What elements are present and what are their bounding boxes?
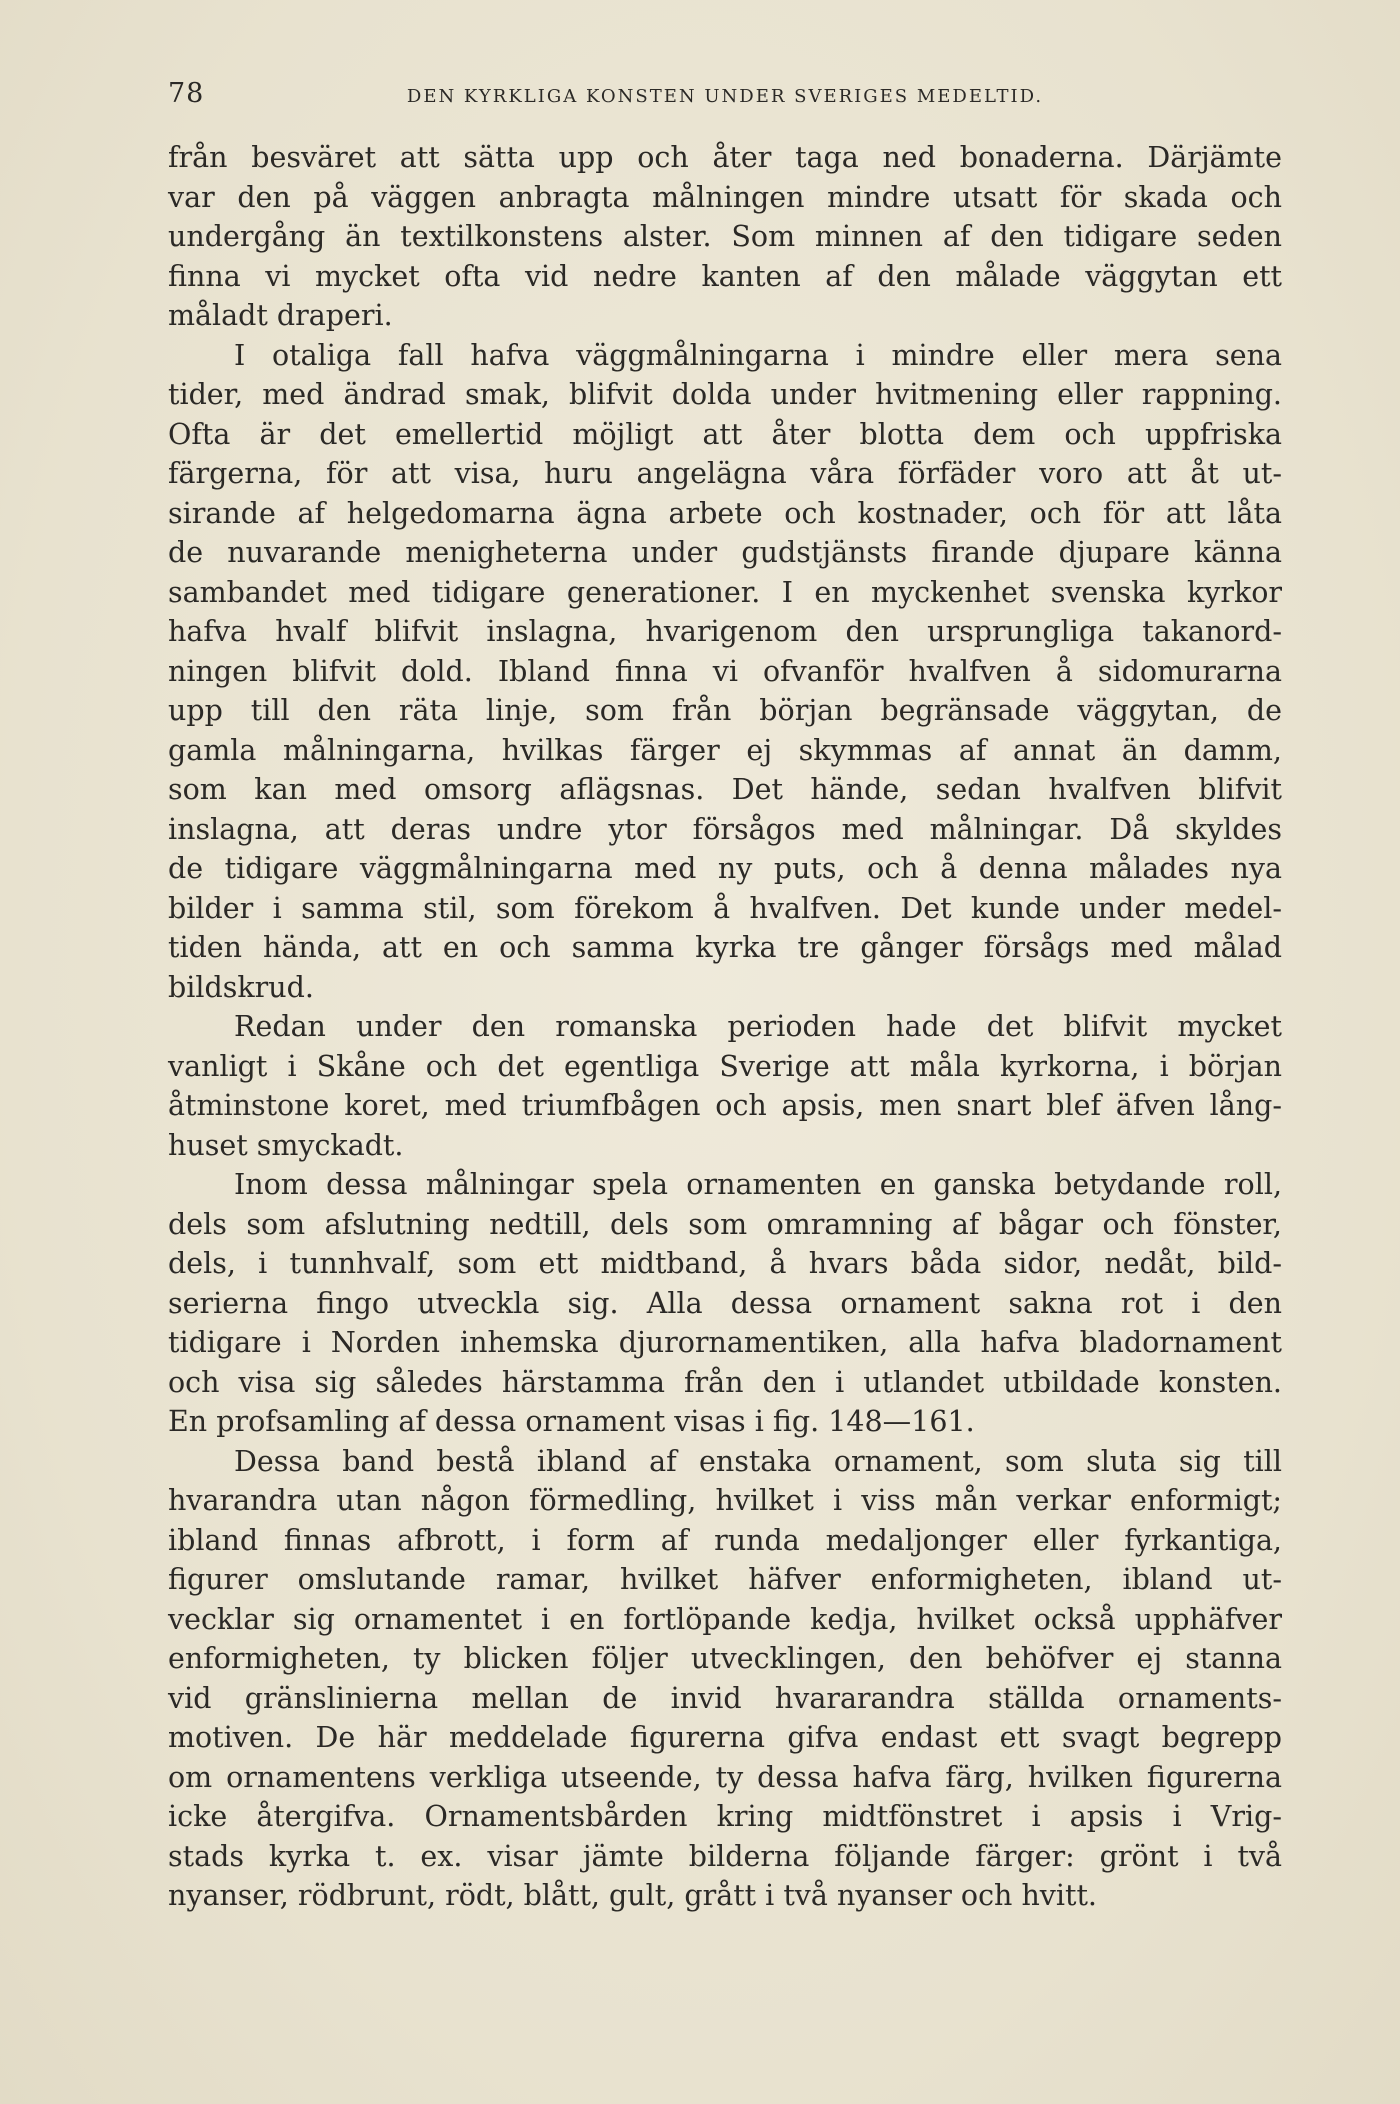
text-line: inslagna, att deras undre ytor försågos med målningar. Då skyldes xyxy=(168,812,1282,846)
text-line: hvarandra utan någon förmedling, hvilket i viss mån verkar enformigt; xyxy=(168,1484,1282,1517)
text-line: enformigheten, ty blicken följer utvecklingen, den behöfver ej stanna xyxy=(168,1642,1282,1675)
text-line: Redan under den romanska perioden hade det blifvit mycket xyxy=(234,1010,1282,1043)
text-line: I otaliga fall hafva väggmålningarna i mindre eller mera sena xyxy=(234,338,1282,372)
text-line: ningen blifvit dold. Ibland finna vi ofvanför hvalfven å sidomurarna xyxy=(168,654,1282,688)
text-line: vecklar sig ornamentet i en fortlöpande kedja, hvilket också upphäfver xyxy=(168,1602,1282,1636)
text-line: Inom dessa målningar spela ornamenten en ganska betydande roll, xyxy=(234,1168,1282,1201)
body-text xyxy=(168,138,1282,1916)
text-line: vid gränslinierna mellan de invid hvararandra ställda ornaments- xyxy=(168,1681,1282,1715)
text-line: bildskrud. xyxy=(168,970,314,1004)
text-line: tidigare i Norden inhemska djurornamentiken, alla hafva bladornament xyxy=(168,1326,1282,1359)
text-line: var den på väggen anbragta målningen mindre utsatt för skada och xyxy=(168,180,1282,214)
text-line: motiven. De här meddelade figurerna gifva endast ett svagt begrepp xyxy=(168,1721,1282,1754)
text-line: om ornamentens verkliga utseende, ty dessa hafva färg, hvilken figurerna xyxy=(168,1760,1282,1794)
text-line: stads kyrka t. ex. visar jämte bilderna följande färger: grönt i två xyxy=(168,1839,1282,1873)
text-line: sirande af helgedomarna ägna arbete och kostnader, och för att låta xyxy=(168,496,1282,530)
text-line: ibland finnas afbrott, i form af runda medaljonger eller fyrkantiga, xyxy=(168,1523,1282,1557)
text-line: serierna fingo utveckla sig. Alla dessa ornament sakna rot i den xyxy=(168,1286,1282,1320)
text-line: åtminstone koret, med triumfbågen och apsis, men snart blef äfven lång- xyxy=(168,1089,1282,1122)
text-line: från besväret att sätta upp och åter taga ned bonaderna. Därjämte xyxy=(168,141,1282,174)
text-line: måladt draperi. xyxy=(168,299,393,332)
text-line: tider, med ändrad smak, blifvit dolda under hvitmening eller rappning. xyxy=(168,378,1282,411)
text-line: undergång än textilkonstens alster. Som minnen af den tidigare seden xyxy=(168,220,1282,253)
text-line: upp till den räta linje, som från början begränsade väggytan, de xyxy=(168,694,1282,727)
text-line: Dessa band bestå ibland af enstaka ornament, som sluta sig till xyxy=(234,1444,1282,1478)
text-line: färgerna, för att visa, huru angelägna våra förfäder voro att åt ut- xyxy=(168,457,1282,490)
text-line: tiden hända, att en och samma kyrka tre gånger försågs med målad xyxy=(168,931,1282,964)
text-line: figurer omslutande ramar, hvilket häfver enformigheten, ibland ut- xyxy=(168,1563,1282,1596)
text-line: vanligt i Skåne och det egentliga Sverige att måla kyrkorna, i början xyxy=(168,1049,1282,1083)
text-line: sambandet med tidigare generationer. I en myckenhet svenska kyrkor xyxy=(168,575,1282,609)
text-line: hafva hvalf blifvit inslagna, hvarigenom den ursprungliga takanord- xyxy=(168,615,1282,648)
page-number: 78 xyxy=(168,78,205,109)
text-line: gamla målningarna, hvilkas färger ej skymmas af annat än damm, xyxy=(168,733,1282,767)
text-line: dels som afslutning nedtill, dels som omramning af bågar och fönster, xyxy=(168,1207,1282,1241)
text-line: Ofta är det emellertid möjligt att åter blotta dem och uppfriska xyxy=(168,417,1282,451)
text-line: icke återgifva. Ornamentsbården kring midtfönstret i apsis i Vrig- xyxy=(168,1800,1282,1833)
text-line: huset smyckadt. xyxy=(168,1128,404,1162)
text-line: En profsamling af dessa ornament visas i fig. 148—161. xyxy=(168,1405,975,1438)
page-header xyxy=(168,78,1282,114)
text-line: de nuvarande menigheterna under gudstjänsts firande djupare känna xyxy=(168,536,1282,569)
text-line: och visa sig således härstamma från den i utlandet utbildade konsten. xyxy=(168,1365,1282,1399)
text-line: nyanser, rödbrunt, rödt, blått, gult, grått i två nyanser och hvitt. xyxy=(168,1879,1097,1912)
text-line: som kan med omsorg aflägsnas. Det hände, sedan hvalfven blifvit xyxy=(168,773,1282,806)
text-line: bilder i samma stil, som förekom å hvalfven. Det kunde under medel- xyxy=(168,891,1282,925)
text-line: dels, i tunnhvalf, som ett midtband, å hvars båda sidor, nedåt, bild- xyxy=(168,1247,1282,1280)
text-line: de tidigare väggmålningarna med ny puts, och å denna målades nya xyxy=(168,852,1282,885)
text-line: finna vi mycket ofta vid nedre kanten af den målade väggytan ett xyxy=(168,259,1282,293)
running-title: DEN KYRKLIGA KONSTEN UNDER SVERIGES MEDELTID. xyxy=(406,86,1044,107)
